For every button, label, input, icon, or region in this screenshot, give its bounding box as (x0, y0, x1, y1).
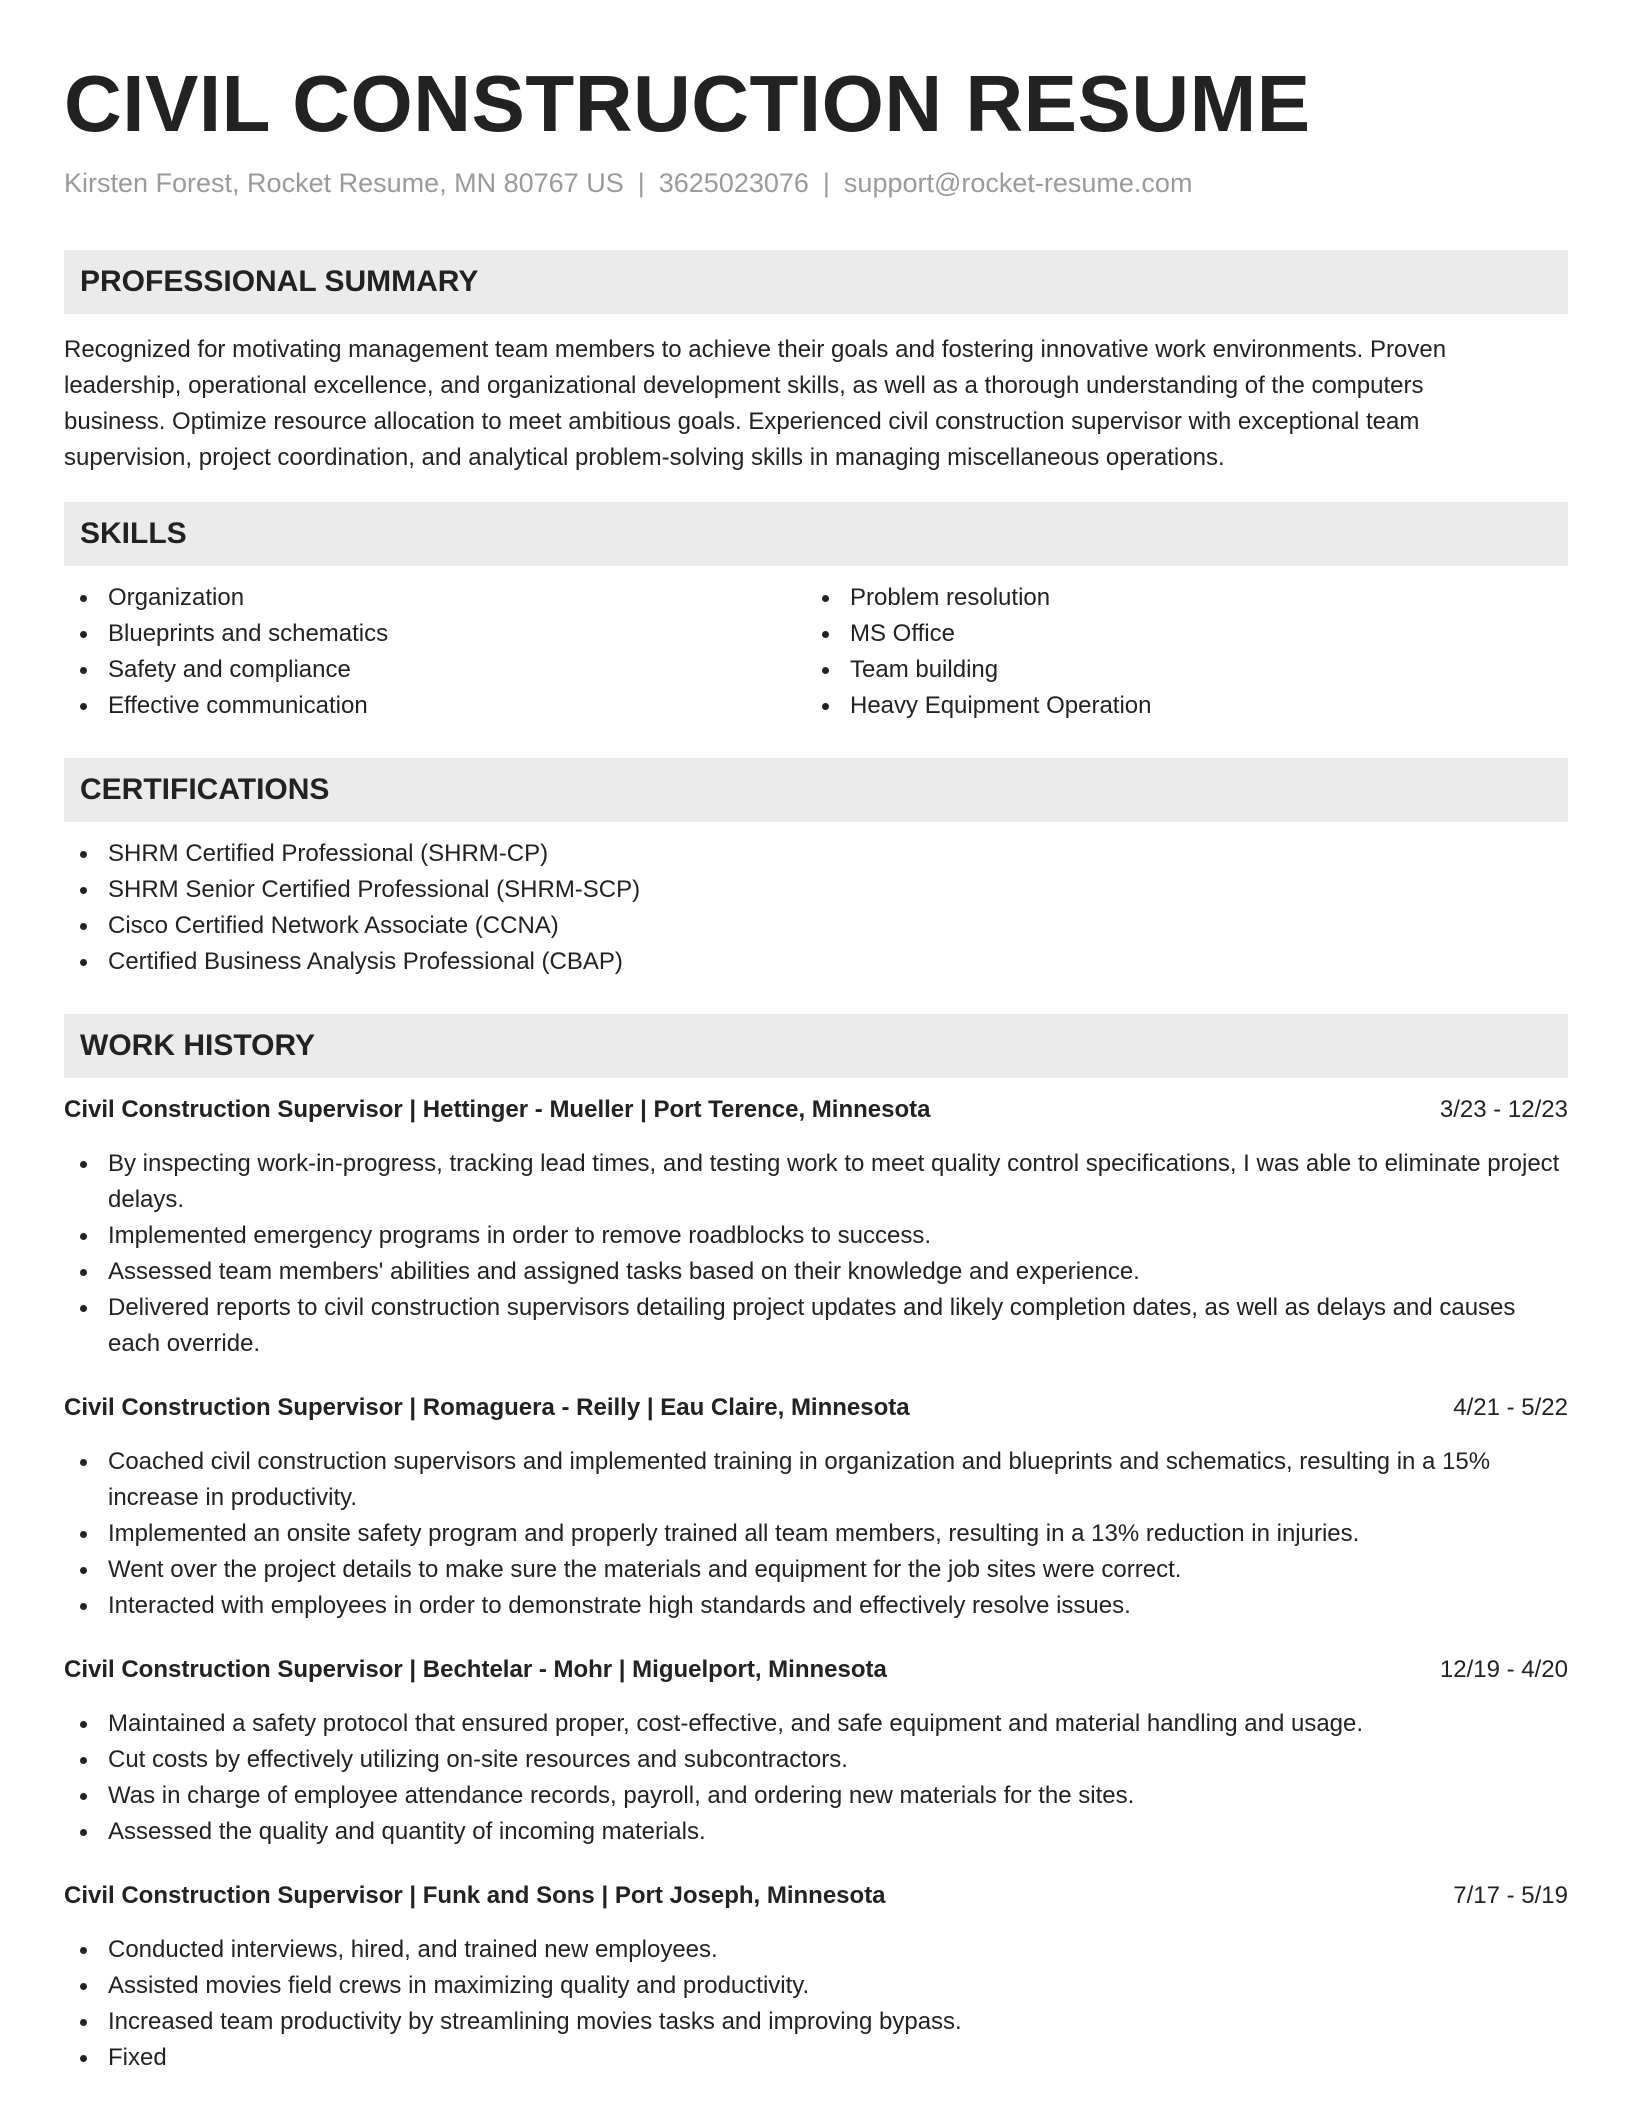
contact-separator: | (637, 168, 645, 198)
job-title: Civil Construction Supervisor | Hettinger - Mueller | Port Terence, Minnesota (64, 1096, 931, 1123)
certification-item: Cisco Certified Network Associate (CCNA) (64, 908, 1568, 944)
job-bullet: Maintained a safety protocol that ensured proper, cost-effective, and safe equipment and material handling and usage. (64, 1706, 1568, 1742)
skill-item: MS Office (806, 616, 1548, 652)
certification-item: Certified Business Analysis Professional (CBAP) (64, 944, 1568, 980)
job-bullets (64, 1706, 1568, 1850)
job-entry (64, 1092, 1568, 1362)
skills-grid (64, 566, 1568, 724)
job-bullets (64, 1444, 1568, 1624)
skills-heading: SKILLS (64, 502, 1568, 566)
skill-item: Organization (64, 580, 806, 616)
job-entry (64, 1390, 1568, 1624)
job-dates: 7/17 - 5/19 (1453, 1882, 1568, 1909)
certifications-list (64, 836, 1568, 980)
job-title: Civil Construction Supervisor | Romaguera - Reilly | Eau Claire, Minnesota (64, 1394, 910, 1421)
skill-item: Effective communication (64, 688, 806, 724)
job-dates: 3/23 - 12/23 (1439, 1096, 1568, 1123)
job-dates: 12/19 - 4/20 (1439, 1656, 1568, 1683)
job-bullet: Interacted with employees in order to demonstrate high standards and effectively resolve issues. (64, 1588, 1568, 1624)
skills-section (64, 502, 1568, 724)
job-title: Civil Construction Supervisor | Funk and Sons | Port Joseph, Minnesota (64, 1882, 886, 1909)
job-bullet: Went over the project details to make sure the materials and equipment for the job sites were correct. (64, 1552, 1568, 1588)
job-title: Civil Construction Supervisor | Bechtelar - Mohr | Miguelport, Minnesota (64, 1656, 887, 1683)
skill-item: Team building (806, 652, 1548, 688)
resume-title: CIVIL CONSTRUCTION RESUME (64, 59, 1311, 148)
job-bullet: Increased team productivity by streamlining movies tasks and improving bypass. (64, 2004, 1568, 2040)
job-entry (64, 1652, 1568, 1850)
work-history-section (64, 1014, 1568, 2076)
job-dates: 4/21 - 5/22 (1453, 1394, 1568, 1421)
contact-line (64, 166, 1568, 200)
contact-address: Kirsten Forest, Rocket Resume, MN 80767 US (64, 168, 624, 198)
skills-list-right (806, 580, 1548, 724)
job-bullet: Cut costs by effectively utilizing on-site resources and subcontractors. (64, 1742, 1568, 1778)
job-header (64, 1092, 1568, 1128)
work-history-heading: WORK HISTORY (64, 1014, 1568, 1078)
job-bullet: Was in charge of employee attendance records, payroll, and ordering new materials for the sites. (64, 1778, 1568, 1814)
skill-item: Heavy Equipment Operation (806, 688, 1548, 724)
skill-item: Blueprints and schematics (64, 616, 806, 652)
job-entry (64, 1878, 1568, 2076)
summary-section (64, 250, 1568, 476)
job-bullets (64, 1932, 1568, 2076)
certifications-heading: CERTIFICATIONS (64, 758, 1568, 822)
skills-list-left (64, 580, 806, 724)
contact-phone: 3625023076 (658, 168, 809, 198)
job-bullet: Conducted interviews, hired, and trained new employees. (64, 1932, 1568, 1968)
job-bullet: Implemented an onsite safety program and properly trained all team members, resulting in a 13% reduction in injuries. (64, 1516, 1568, 1552)
job-bullet: Delivered reports to civil construction supervisors detailing project updates and likely completion dates, as well as delays and causes each override. (64, 1290, 1568, 1362)
job-bullet: Implemented emergency programs in order to remove roadblocks to success. (64, 1218, 1568, 1254)
job-bullet: Assessed the quality and quantity of incoming materials. (64, 1814, 1568, 1850)
resume-page (64, 54, 1568, 2076)
skill-item: Safety and compliance (64, 652, 806, 688)
job-header (64, 1652, 1568, 1688)
job-bullet: Fixed (64, 2040, 1568, 2076)
job-bullets (64, 1146, 1568, 1362)
certifications-section (64, 758, 1568, 980)
contact-separator: | (822, 168, 830, 198)
certification-item: SHRM Certified Professional (SHRM-CP) (64, 836, 1568, 872)
job-header (64, 1878, 1568, 1914)
certification-item: SHRM Senior Certified Professional (SHRM-SCP) (64, 872, 1568, 908)
summary-heading: PROFESSIONAL SUMMARY (64, 250, 1568, 314)
contact-email[interactable]: support@rocket-resume.com (843, 168, 1193, 198)
job-header (64, 1390, 1568, 1426)
job-bullet: Assisted movies field crews in maximizing quality and productivity. (64, 1968, 1568, 2004)
summary-text: Recognized for motivating management team members to achieve their goals and fostering innovative work environments. Proven leadership, operational excellence, and organizational development skills, as well as a thorough understanding of the computers business. Optimize resource allocation to meet ambitious goals. Experienced civil construction supervisor with exceptional team supervision, project coordination, and analytical problem-solving skills in managing miscellaneous operations. (64, 336, 1447, 471)
job-bullet: By inspecting work-in-progress, tracking lead times, and testing work to meet quality control specifications, I was able to eliminate project delays. (64, 1146, 1568, 1218)
skill-item: Problem resolution (806, 580, 1548, 616)
job-bullet: Coached civil construction supervisors and implemented training in organization and blueprints and schematics, resulting in a 15% increase in productivity. (64, 1444, 1568, 1516)
job-bullet: Assessed team members' abilities and assigned tasks based on their knowledge and experience. (64, 1254, 1568, 1290)
